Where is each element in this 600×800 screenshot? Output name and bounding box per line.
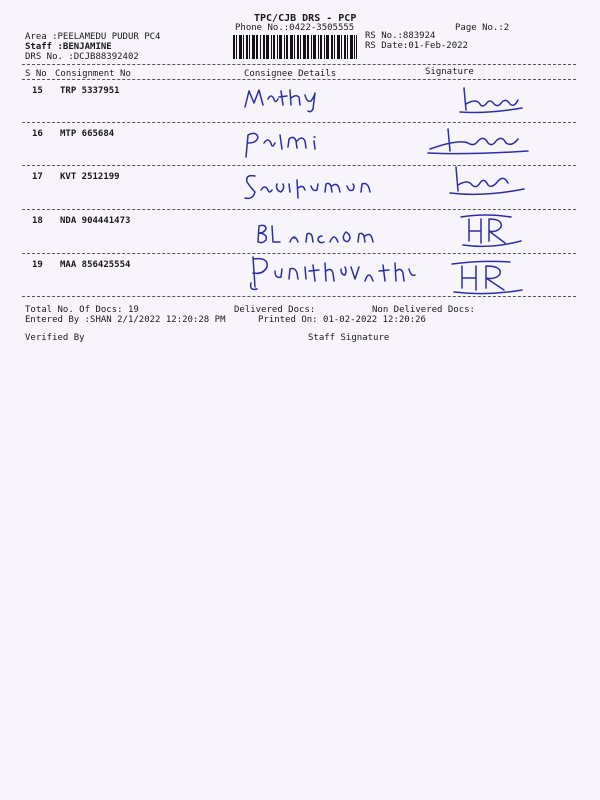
non-delivered-docs: Non Delivered Docs:	[372, 305, 475, 315]
row-divider	[22, 209, 576, 210]
header-divider	[22, 64, 576, 65]
signature-mark-hr	[448, 260, 528, 296]
printed-on: Printed On: 01-02-2022 12:20:26	[258, 315, 426, 325]
drs-number: DRS No. :DCJB88392402	[25, 52, 139, 62]
row-divider	[22, 296, 576, 297]
row-consignment: MAA 856425554	[60, 260, 131, 270]
col-consignee: Consignee Details	[244, 69, 337, 79]
row-sno: 18	[32, 216, 43, 226]
signature-mark	[456, 84, 526, 116]
verified-by: Verified By	[25, 333, 85, 343]
col-sno: S No	[25, 69, 47, 79]
signature-mark	[448, 163, 528, 199]
row-consignment: KVT 2512199	[60, 172, 120, 182]
row-divider	[22, 122, 576, 123]
delivered-docs: Delivered Docs:	[234, 305, 316, 315]
row-consignment: NDA 904441473	[60, 216, 131, 226]
phone-number: Phone No.:0422-3505555	[235, 23, 355, 33]
row-consignment: MTP 665684	[60, 129, 115, 139]
consignee-name-handwriting	[241, 170, 391, 206]
consignee-name-handwriting	[243, 85, 328, 115]
consignee-name-handwriting	[242, 127, 352, 163]
area-label: Area :PEELAMEDU PUDUR PC4	[25, 32, 161, 42]
barcode	[233, 35, 357, 59]
signature-mark	[428, 125, 538, 157]
signature-mark-hr	[455, 213, 530, 249]
consignee-name-handwriting	[254, 218, 404, 248]
row-sno: 17	[32, 172, 43, 182]
row-sno: 16	[32, 129, 43, 139]
row-sno: 15	[32, 86, 43, 96]
staff-label: Staff :BENJAMINE	[25, 42, 112, 52]
col-signature: Signature	[425, 67, 474, 77]
page-number: Page No.:2	[455, 23, 510, 33]
document-title: TPC/CJB DRS - PCP	[254, 13, 357, 24]
total-docs: Total No. Of Docs: 19	[25, 305, 139, 315]
col-consignment: Consignment No	[55, 69, 131, 79]
consignee-name-handwriting	[247, 253, 417, 295]
columns-divider	[22, 79, 576, 80]
row-sno: 19	[32, 260, 43, 270]
entered-by: Entered By :SHAN 2/1/2022 12:20:28 PM	[25, 315, 226, 325]
staff-signature: Staff Signature	[308, 333, 390, 343]
row-consignment: TRP 5337951	[60, 86, 120, 96]
rs-number: RS No.:883924	[365, 31, 436, 41]
rs-date: RS Date:01-Feb-2022	[365, 41, 468, 51]
